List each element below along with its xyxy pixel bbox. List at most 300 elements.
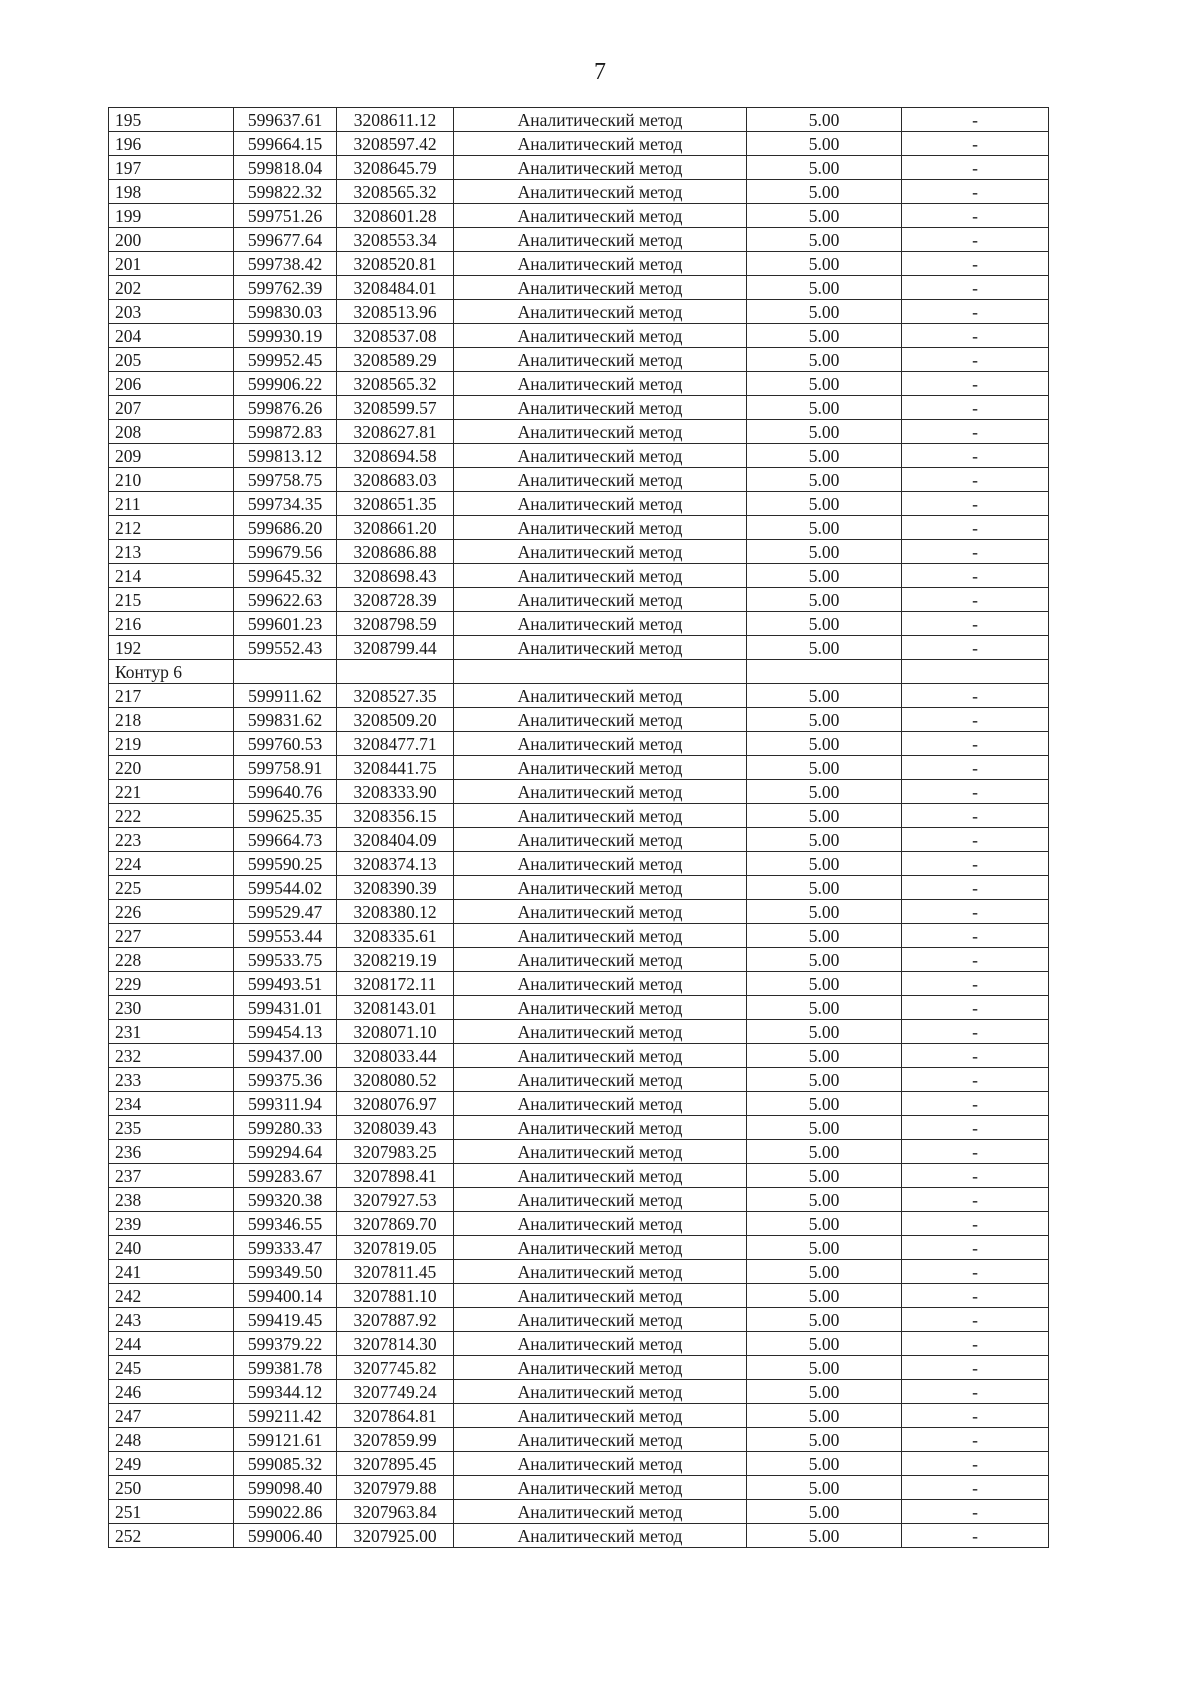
x-coordinate-cell: 599813.12 [234,444,337,468]
x-coordinate-cell: 599211.42 [234,1404,337,1428]
y-coordinate-cell: 3208694.58 [337,444,454,468]
point-number-cell: 252 [109,1524,234,1548]
x-coordinate-cell: 599454.13 [234,1020,337,1044]
accuracy-cell: 5.00 [747,468,902,492]
point-number-cell: 228 [109,948,234,972]
table-row [109,948,1049,972]
note-cell: - [902,1356,1049,1380]
y-coordinate-cell: 3208404.09 [337,828,454,852]
point-number-cell: 250 [109,1476,234,1500]
point-number-cell: 206 [109,372,234,396]
note-cell: - [902,1500,1049,1524]
note-cell: - [902,300,1049,324]
x-coordinate-cell: 599280.33 [234,1116,337,1140]
accuracy-cell: 5.00 [747,1500,902,1524]
method-cell: Аналитический метод [454,1140,747,1164]
table-row [109,564,1049,588]
table-row [109,1140,1049,1164]
y-coordinate-cell: 3207811.45 [337,1260,454,1284]
table-row [109,324,1049,348]
accuracy-cell: 5.00 [747,1404,902,1428]
accuracy-cell: 5.00 [747,396,902,420]
table-row [109,1044,1049,1068]
x-coordinate-cell: 599645.32 [234,564,337,588]
note-cell: - [902,228,1049,252]
y-coordinate-cell: 3207895.45 [337,1452,454,1476]
point-number-cell: 217 [109,684,234,708]
note-cell: - [902,1380,1049,1404]
accuracy-cell: 5.00 [747,1020,902,1044]
point-number-cell: 200 [109,228,234,252]
y-coordinate-cell: 3208390.39 [337,876,454,900]
point-number-cell: 237 [109,1164,234,1188]
point-number-cell: 230 [109,996,234,1020]
note-cell: - [902,708,1049,732]
accuracy-cell: 5.00 [747,948,902,972]
accuracy-cell: 5.00 [747,1356,902,1380]
y-coordinate-cell: 3208509.20 [337,708,454,732]
method-cell: Аналитический метод [454,228,747,252]
note-cell: - [902,996,1049,1020]
table-row [109,1092,1049,1116]
x-coordinate-cell: 599320.38 [234,1188,337,1212]
table-row [109,828,1049,852]
accuracy-cell: 5.00 [747,1380,902,1404]
method-cell: Аналитический метод [454,1452,747,1476]
note-cell: - [902,156,1049,180]
x-coordinate-cell: 599679.56 [234,540,337,564]
note-cell: - [902,348,1049,372]
method-cell: Аналитический метод [454,1524,747,1548]
point-number-cell: 242 [109,1284,234,1308]
y-coordinate-cell: 3207927.53 [337,1188,454,1212]
x-coordinate-cell: 599283.67 [234,1164,337,1188]
table-row [109,708,1049,732]
accuracy-cell: 5.00 [747,636,902,660]
contour-header-row [109,660,1049,684]
point-number-cell: 197 [109,156,234,180]
note-cell: - [902,1260,1049,1284]
note-cell: - [902,1332,1049,1356]
y-coordinate-cell: 3208520.81 [337,252,454,276]
y-coordinate-cell: 3208611.12 [337,108,454,132]
point-number-cell: 203 [109,300,234,324]
table-row [109,1380,1049,1404]
point-number-cell: 204 [109,324,234,348]
accuracy-cell: 5.00 [747,708,902,732]
x-coordinate-cell: 599625.35 [234,804,337,828]
method-cell: Аналитический метод [454,372,747,396]
method-cell: Аналитический метод [454,1476,747,1500]
method-cell: Аналитический метод [454,540,747,564]
point-number-cell: 222 [109,804,234,828]
method-cell: Аналитический метод [454,1116,747,1140]
point-number-cell: 195 [109,108,234,132]
table-row [109,1500,1049,1524]
accuracy-cell: 5.00 [747,1116,902,1140]
method-cell: Аналитический метод [454,804,747,828]
point-number-cell: 243 [109,1308,234,1332]
point-number-cell: 244 [109,1332,234,1356]
method-cell: Аналитический метод [454,1260,747,1284]
x-coordinate-cell: 599349.50 [234,1260,337,1284]
note-cell: - [902,780,1049,804]
y-coordinate-cell: 3208599.57 [337,396,454,420]
x-coordinate-cell: 599529.47 [234,900,337,924]
x-coordinate-cell: 599930.19 [234,324,337,348]
point-number-cell: 246 [109,1380,234,1404]
method-cell: Аналитический метод [454,756,747,780]
point-number-cell: 208 [109,420,234,444]
note-cell: - [902,468,1049,492]
point-number-cell: 198 [109,180,234,204]
method-cell: Аналитический метод [454,1428,747,1452]
y-coordinate-cell: 3208728.39 [337,588,454,612]
note-cell: - [902,900,1049,924]
table-row [109,516,1049,540]
y-coordinate-cell: 3208172.11 [337,972,454,996]
note-cell: - [902,1092,1049,1116]
y-coordinate-cell: 3207869.70 [337,1212,454,1236]
point-number-cell: 245 [109,1356,234,1380]
accuracy-cell: 5.00 [747,108,902,132]
table-row [109,732,1049,756]
y-coordinate-cell: 3208661.20 [337,516,454,540]
y-coordinate-cell: 3208686.88 [337,540,454,564]
y-coordinate-cell: 3207864.81 [337,1404,454,1428]
table-row [109,612,1049,636]
y-coordinate-cell: 3207859.99 [337,1428,454,1452]
table-row [109,972,1049,996]
point-number-cell: 224 [109,852,234,876]
table-row [109,1236,1049,1260]
y-coordinate-cell: 3208537.08 [337,324,454,348]
table-row [109,156,1049,180]
point-number-cell: 231 [109,1020,234,1044]
x-coordinate-cell: 599379.22 [234,1332,337,1356]
x-coordinate-cell: 599872.83 [234,420,337,444]
table-row [109,132,1049,156]
note-cell: - [902,732,1049,756]
point-number-cell: 213 [109,540,234,564]
x-coordinate-cell: 599533.75 [234,948,337,972]
note-cell: - [902,396,1049,420]
note-cell: - [902,876,1049,900]
note-cell: - [902,1116,1049,1140]
note-cell: - [902,1212,1049,1236]
accuracy-cell: 5.00 [747,1260,902,1284]
accuracy-cell: 5.00 [747,876,902,900]
x-coordinate-cell: 599664.73 [234,828,337,852]
y-coordinate-cell: 3208356.15 [337,804,454,828]
table-row [109,1188,1049,1212]
note-cell: - [902,276,1049,300]
x-coordinate-cell: 599346.55 [234,1212,337,1236]
accuracy-cell: 5.00 [747,1308,902,1332]
accuracy-cell: 5.00 [747,924,902,948]
y-coordinate-cell: 3208565.32 [337,372,454,396]
point-number-cell: 221 [109,780,234,804]
table-row [109,1476,1049,1500]
table-row [109,804,1049,828]
point-number-cell: 249 [109,1452,234,1476]
point-number-cell: 248 [109,1428,234,1452]
x-coordinate-cell: 599085.32 [234,1452,337,1476]
accuracy-cell: 5.00 [747,972,902,996]
point-number-cell: 210 [109,468,234,492]
note-cell: - [902,1044,1049,1068]
accuracy-cell: 5.00 [747,780,902,804]
x-coordinate-cell: 599686.20 [234,516,337,540]
point-number-cell: 233 [109,1068,234,1092]
method-cell: Аналитический метод [454,564,747,588]
y-coordinate-cell [337,660,454,684]
note-cell: - [902,324,1049,348]
accuracy-cell: 5.00 [747,1524,902,1548]
y-coordinate-cell: 3207887.92 [337,1308,454,1332]
x-coordinate-cell: 599375.36 [234,1068,337,1092]
x-coordinate-cell: 599437.00 [234,1044,337,1068]
point-number-cell: 236 [109,1140,234,1164]
table-row [109,252,1049,276]
table-row [109,876,1049,900]
method-cell: Аналитический метод [454,996,747,1020]
accuracy-cell: 5.00 [747,1140,902,1164]
table-row [109,1524,1049,1548]
note-cell: - [902,516,1049,540]
accuracy-cell: 5.00 [747,444,902,468]
x-coordinate-cell: 599738.42 [234,252,337,276]
table-row [109,1332,1049,1356]
x-coordinate-cell: 599622.63 [234,588,337,612]
y-coordinate-cell: 3208698.43 [337,564,454,588]
x-coordinate-cell: 599876.26 [234,396,337,420]
method-cell: Аналитический метод [454,348,747,372]
x-coordinate-cell: 599544.02 [234,876,337,900]
note-cell: - [902,1476,1049,1500]
x-coordinate-cell: 599311.94 [234,1092,337,1116]
table-row [109,900,1049,924]
note-cell: - [902,924,1049,948]
method-cell: Аналитический метод [454,204,747,228]
table-row [109,684,1049,708]
note-cell: - [902,684,1049,708]
method-cell: Аналитический метод [454,324,747,348]
accuracy-cell: 5.00 [747,1452,902,1476]
accuracy-cell: 5.00 [747,204,902,228]
accuracy-cell: 5.00 [747,588,902,612]
note-cell: - [902,1140,1049,1164]
x-coordinate-cell: 599734.35 [234,492,337,516]
method-cell: Аналитический метод [454,156,747,180]
table-row [109,180,1049,204]
note-cell [902,660,1049,684]
note-cell: - [902,612,1049,636]
note-cell: - [902,252,1049,276]
point-number-cell: 227 [109,924,234,948]
note-cell: - [902,204,1049,228]
accuracy-cell: 5.00 [747,420,902,444]
accuracy-cell: 5.00 [747,132,902,156]
x-coordinate-cell: 599831.62 [234,708,337,732]
x-coordinate-cell: 599419.45 [234,1308,337,1332]
method-cell: Аналитический метод [454,276,747,300]
table-row [109,1020,1049,1044]
point-number-cell: 251 [109,1500,234,1524]
accuracy-cell: 5.00 [747,300,902,324]
method-cell: Аналитический метод [454,1308,747,1332]
accuracy-cell: 5.00 [747,1044,902,1068]
x-coordinate-cell: 599751.26 [234,204,337,228]
accuracy-cell: 5.00 [747,564,902,588]
accuracy-cell: 5.00 [747,900,902,924]
y-coordinate-cell: 3208627.81 [337,420,454,444]
accuracy-cell: 5.00 [747,1236,902,1260]
accuracy-cell: 5.00 [747,348,902,372]
note-cell: - [902,972,1049,996]
table-row [109,588,1049,612]
point-number-cell: 225 [109,876,234,900]
x-coordinate-cell: 599493.51 [234,972,337,996]
x-coordinate-cell: 599553.44 [234,924,337,948]
x-coordinate-cell: 599952.45 [234,348,337,372]
x-coordinate-cell: 599818.04 [234,156,337,180]
note-cell: - [902,948,1049,972]
accuracy-cell: 5.00 [747,516,902,540]
method-cell: Аналитический метод [454,444,747,468]
method-cell: Аналитический метод [454,732,747,756]
method-cell: Аналитический метод [454,1500,747,1524]
table-row [109,636,1049,660]
table-row [109,924,1049,948]
x-coordinate-cell [234,660,337,684]
method-cell: Аналитический метод [454,468,747,492]
table-row [109,756,1049,780]
note-cell: - [902,1236,1049,1260]
point-number-cell: 219 [109,732,234,756]
note-cell: - [902,108,1049,132]
method-cell: Аналитический метод [454,852,747,876]
table-row [109,300,1049,324]
note-cell: - [902,828,1049,852]
point-number-cell: 199 [109,204,234,228]
method-cell: Аналитический метод [454,1020,747,1044]
y-coordinate-cell: 3208033.44 [337,1044,454,1068]
point-number-cell: 235 [109,1116,234,1140]
method-cell: Аналитический метод [454,1332,747,1356]
y-coordinate-cell: 3208039.43 [337,1116,454,1140]
point-number-cell: Контур 6 [109,660,234,684]
table-row [109,396,1049,420]
table-row [109,276,1049,300]
y-coordinate-cell: 3208374.13 [337,852,454,876]
x-coordinate-cell: 599762.39 [234,276,337,300]
table-row [109,228,1049,252]
method-cell: Аналитический метод [454,300,747,324]
accuracy-cell: 5.00 [747,180,902,204]
method-cell: Аналитический метод [454,900,747,924]
x-coordinate-cell: 599640.76 [234,780,337,804]
y-coordinate-cell: 3208219.19 [337,948,454,972]
method-cell: Аналитический метод [454,1284,747,1308]
note-cell: - [902,1164,1049,1188]
x-coordinate-cell: 599822.32 [234,180,337,204]
point-number-cell: 209 [109,444,234,468]
point-number-cell: 215 [109,588,234,612]
point-number-cell: 229 [109,972,234,996]
table-row [109,420,1049,444]
note-cell: - [902,132,1049,156]
y-coordinate-cell: 3207983.25 [337,1140,454,1164]
point-number-cell: 226 [109,900,234,924]
method-cell: Аналитический метод [454,876,747,900]
method-cell: Аналитический метод [454,948,747,972]
note-cell: - [902,1068,1049,1092]
accuracy-cell: 5.00 [747,612,902,636]
method-cell: Аналитический метод [454,180,747,204]
y-coordinate-cell: 3207819.05 [337,1236,454,1260]
table-row [109,1428,1049,1452]
method-cell: Аналитический метод [454,972,747,996]
note-cell: - [902,1308,1049,1332]
method-cell [454,660,747,684]
accuracy-cell: 5.00 [747,684,902,708]
point-number-cell: 211 [109,492,234,516]
method-cell: Аналитический метод [454,1164,747,1188]
x-coordinate-cell: 599664.15 [234,132,337,156]
x-coordinate-cell: 599400.14 [234,1284,337,1308]
note-cell: - [902,492,1049,516]
method-cell: Аналитический метод [454,396,747,420]
method-cell: Аналитический метод [454,108,747,132]
method-cell: Аналитический метод [454,516,747,540]
table-row [109,1260,1049,1284]
y-coordinate-cell: 3208799.44 [337,636,454,660]
table-row [109,1116,1049,1140]
y-coordinate-cell: 3208597.42 [337,132,454,156]
table-row [109,204,1049,228]
method-cell: Аналитический метод [454,612,747,636]
method-cell: Аналитический метод [454,1236,747,1260]
accuracy-cell: 5.00 [747,1188,902,1212]
table-row [109,372,1049,396]
accuracy-cell: 5.00 [747,324,902,348]
point-number-cell: 201 [109,252,234,276]
x-coordinate-cell: 599677.64 [234,228,337,252]
y-coordinate-cell: 3208513.96 [337,300,454,324]
method-cell: Аналитический метод [454,1092,747,1116]
table-row [109,996,1049,1020]
y-coordinate-cell: 3207814.30 [337,1332,454,1356]
y-coordinate-cell: 3207745.82 [337,1356,454,1380]
accuracy-cell: 5.00 [747,732,902,756]
table-row [109,1212,1049,1236]
table-row [109,780,1049,804]
coordinates-table-body [109,108,1049,1548]
table-row [109,1452,1049,1476]
accuracy-cell: 5.00 [747,276,902,300]
x-coordinate-cell: 599590.25 [234,852,337,876]
x-coordinate-cell: 599758.75 [234,468,337,492]
table-row [109,1308,1049,1332]
y-coordinate-cell: 3208683.03 [337,468,454,492]
x-coordinate-cell: 599637.61 [234,108,337,132]
y-coordinate-cell: 3208477.71 [337,732,454,756]
x-coordinate-cell: 599333.47 [234,1236,337,1260]
page-number: 7 [594,59,606,85]
accuracy-cell: 5.00 [747,372,902,396]
y-coordinate-cell: 3208565.32 [337,180,454,204]
